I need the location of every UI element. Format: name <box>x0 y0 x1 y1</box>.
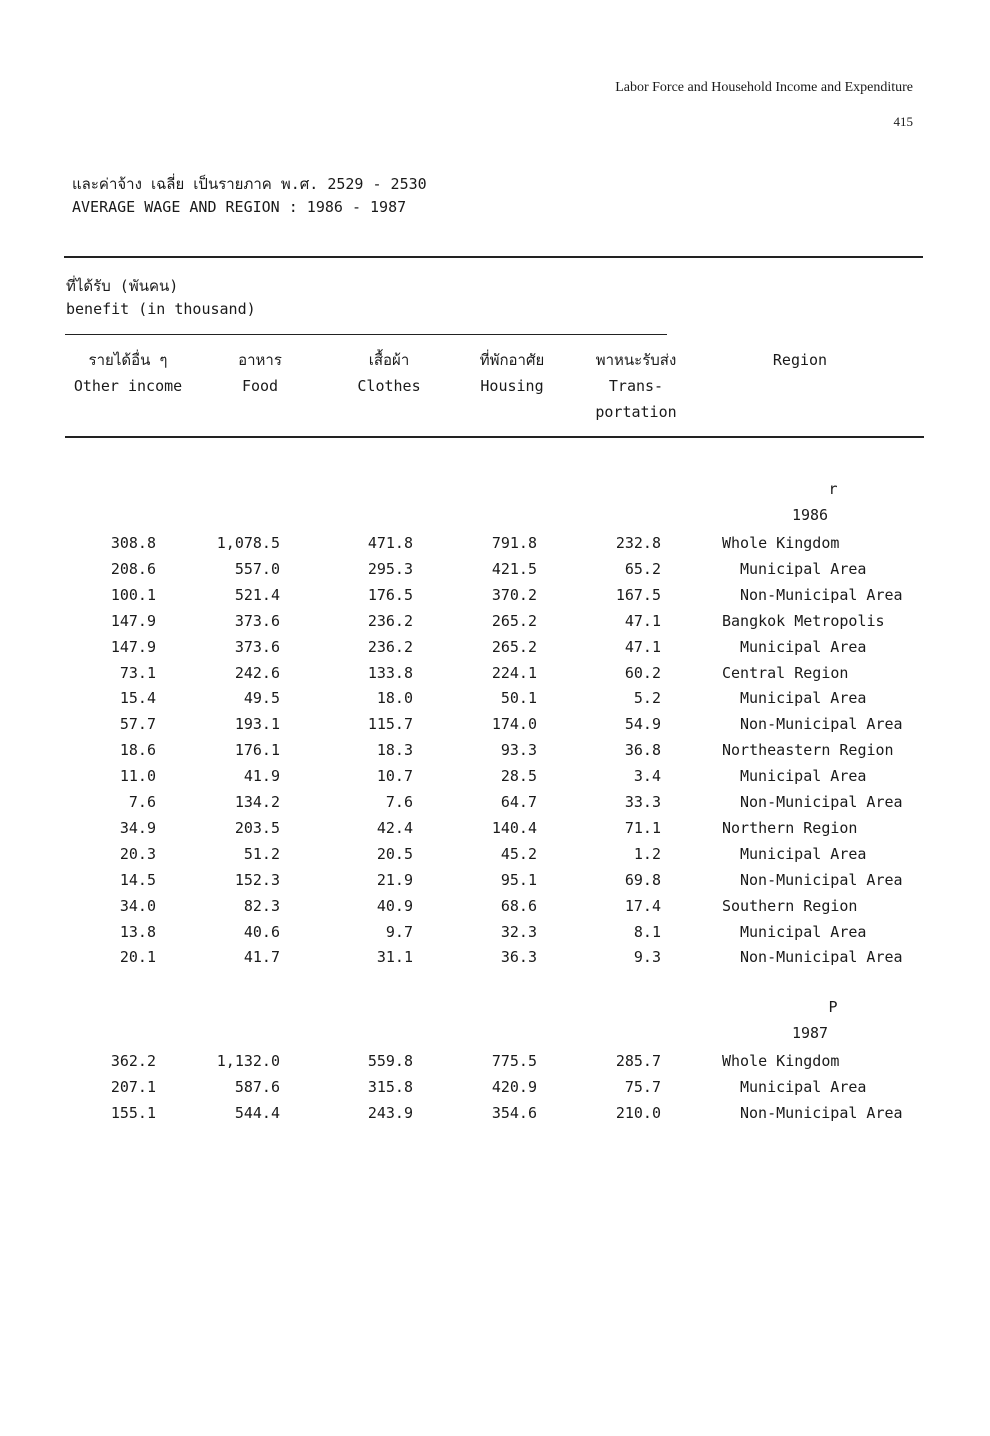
housing-cell: 265.2 <box>491 637 537 656</box>
food-cell: 557.0 <box>234 559 280 578</box>
region-cell: Northern Region <box>722 818 858 837</box>
page-number: 415 <box>893 114 913 129</box>
other-income-cell: 34.9 <box>119 818 156 837</box>
clothes-cell: 7.6 <box>385 793 413 811</box>
other-income-cell: 34.0 <box>119 896 156 915</box>
clothes-cell: 236.2 <box>367 611 413 630</box>
column-header-thai: ที่พักอาศัย <box>479 351 545 369</box>
header-rule <box>65 436 924 438</box>
table-row <box>0 530 990 556</box>
other-income-cell: 57.7 <box>119 715 156 734</box>
housing-cell: 32.3 <box>500 922 537 941</box>
housing-cell: 174.0 <box>491 715 537 734</box>
table-row <box>0 789 990 815</box>
food-cell: 51.2 <box>243 844 280 863</box>
column-header-english: Region <box>772 351 828 369</box>
transportation-cell: 47.1 <box>624 611 661 630</box>
housing-cell: 93.3 <box>500 741 537 760</box>
table-row <box>0 556 990 582</box>
region-cell: Municipal Area <box>740 767 867 786</box>
column-header-thai: เสื้อผ้า <box>368 351 410 369</box>
transportation-cell: 8.1 <box>633 922 661 941</box>
column-header-english: portation <box>595 403 677 421</box>
housing-cell: 68.6 <box>500 896 537 915</box>
transportation-cell: 210.0 <box>615 1103 661 1122</box>
transportation-cell: 5.2 <box>633 689 661 708</box>
table-row <box>0 893 990 919</box>
food-cell: 544.4 <box>234 1103 280 1122</box>
other-income-cell: 147.9 <box>110 637 156 656</box>
clothes-cell: 243.9 <box>367 1103 413 1122</box>
housing-cell: 420.9 <box>491 1077 537 1096</box>
housing-cell: 95.1 <box>500 870 537 889</box>
other-income-cell: 100.1 <box>110 585 156 604</box>
other-income-cell: 20.3 <box>119 844 156 863</box>
other-income-cell: 7.6 <box>128 793 156 811</box>
housing-cell: 354.6 <box>491 1103 537 1122</box>
clothes-cell: 115.7 <box>367 715 413 734</box>
region-cell: Whole Kingdom <box>722 534 840 552</box>
other-income-cell: 147.9 <box>110 611 156 630</box>
housing-cell: 28.5 <box>500 767 537 786</box>
region-cell: Non-Municipal Area <box>740 585 903 604</box>
clothes-cell: 18.3 <box>376 741 413 760</box>
food-cell: 40.6 <box>243 922 280 941</box>
food-cell: 242.6 <box>234 663 280 682</box>
region-cell: Municipal Area <box>740 922 867 941</box>
other-income-cell: 155.1 <box>110 1103 156 1122</box>
region-cell: Municipal Area <box>740 559 867 578</box>
table-row <box>0 582 990 608</box>
housing-cell: 775.5 <box>491 1052 537 1070</box>
table-row <box>0 608 990 634</box>
housing-cell: 265.2 <box>491 611 537 630</box>
table-row <box>0 737 990 763</box>
clothes-cell: 176.5 <box>367 585 413 604</box>
food-cell: 1,078.5 <box>216 534 280 552</box>
food-cell: 152.3 <box>234 870 280 889</box>
food-cell: 49.5 <box>243 689 280 708</box>
table-row <box>0 685 990 711</box>
table-row <box>0 867 990 893</box>
column-header-english: Food <box>241 377 279 395</box>
clothes-cell: 9.7 <box>385 922 413 941</box>
other-income-cell: 13.8 <box>119 922 156 941</box>
transportation-cell: 47.1 <box>624 637 661 656</box>
other-income-cell: 208.6 <box>110 559 156 578</box>
transportation-cell: 3.4 <box>633 767 661 786</box>
transportation-cell: 65.2 <box>624 559 661 578</box>
clothes-cell: 42.4 <box>376 818 413 837</box>
food-cell: 41.7 <box>243 948 280 967</box>
section-mark: r <box>828 480 838 498</box>
column-header-other-income <box>58 347 198 399</box>
table-title-english: AVERAGE WAGE AND REGION : 1986 - 1987 <box>72 198 407 216</box>
transportation-cell: 285.7 <box>615 1052 661 1070</box>
housing-cell: 50.1 <box>500 689 537 708</box>
column-header-english: Trans- <box>608 377 664 395</box>
table-row <box>0 711 990 737</box>
clothes-cell: 559.8 <box>367 1052 413 1070</box>
food-cell: 41.9 <box>243 767 280 786</box>
transportation-cell: 71.1 <box>624 818 661 837</box>
transportation-cell: 33.3 <box>624 793 661 811</box>
transportation-cell: 9.3 <box>633 948 661 967</box>
transportation-cell: 60.2 <box>624 663 661 682</box>
other-income-cell: 207.1 <box>110 1077 156 1096</box>
table-row <box>0 763 990 789</box>
column-header-transportation <box>576 347 696 425</box>
section-year: 1986 <box>791 506 829 524</box>
region-cell: Southern Region <box>722 896 858 915</box>
housing-cell: 791.8 <box>491 534 537 552</box>
region-cell: Northeastern Region <box>722 741 894 760</box>
clothes-cell: 31.1 <box>376 948 413 967</box>
food-cell: 203.5 <box>234 818 280 837</box>
column-group-label-thai: ที่ได้รับ (พันคน) <box>66 277 179 295</box>
region-cell: Central Region <box>722 663 849 682</box>
clothes-cell: 10.7 <box>376 767 413 786</box>
housing-cell: 140.4 <box>491 818 537 837</box>
clothes-cell: 295.3 <box>367 559 413 578</box>
clothes-cell: 236.2 <box>367 637 413 656</box>
transportation-cell: 17.4 <box>624 896 661 915</box>
other-income-cell: 18.6 <box>119 741 156 760</box>
region-cell: Municipal Area <box>740 844 867 863</box>
region-cell: Non-Municipal Area <box>740 870 903 889</box>
table-row <box>0 944 990 970</box>
other-income-cell: 14.5 <box>119 870 156 889</box>
table-row <box>0 841 990 867</box>
transportation-cell: 54.9 <box>624 715 661 734</box>
region-cell: Bangkok Metropolis <box>722 611 885 630</box>
column-group-label-english: benefit (in thousand) <box>66 300 256 318</box>
transportation-cell: 75.7 <box>624 1077 661 1096</box>
housing-cell: 421.5 <box>491 559 537 578</box>
top-rule <box>64 256 923 258</box>
column-header-thai: พาหนะรับส่ง <box>595 351 677 369</box>
clothes-cell: 471.8 <box>367 534 413 552</box>
housing-cell: 64.7 <box>500 793 537 811</box>
food-cell: 373.6 <box>234 637 280 656</box>
food-cell: 134.2 <box>234 793 280 811</box>
column-header-thai: รายได้อื่น ๆ <box>88 351 168 369</box>
other-income-cell: 362.2 <box>110 1052 156 1070</box>
region-cell: Non-Municipal Area <box>740 948 903 967</box>
section-mark: P <box>828 998 838 1016</box>
transportation-cell: 1.2 <box>633 844 661 863</box>
clothes-cell: 20.5 <box>376 844 413 863</box>
table-row <box>0 1074 990 1100</box>
transportation-cell: 232.8 <box>615 534 661 552</box>
column-header-housing <box>457 347 567 399</box>
table-row <box>0 919 990 945</box>
running-head: Labor Force and Household Income and Expenditure <box>615 80 913 95</box>
region-cell: Non-Municipal Area <box>740 715 903 734</box>
housing-cell: 45.2 <box>500 844 537 863</box>
column-header-english: Housing <box>480 377 544 395</box>
clothes-cell: 21.9 <box>376 870 413 889</box>
food-cell: 193.1 <box>234 715 280 734</box>
table-row <box>0 660 990 686</box>
region-cell: Municipal Area <box>740 689 867 708</box>
column-header-english: Clothes <box>357 377 421 395</box>
column-header-region <box>740 347 860 373</box>
column-header-clothes <box>334 347 444 399</box>
region-cell: Non-Municipal Area <box>740 1103 903 1122</box>
other-income-cell: 20.1 <box>119 948 156 967</box>
table-title-thai: และค่าจ้าง เฉลี่ย เป็นรายภาค พ.ศ. 2529 - 2530 <box>72 175 427 193</box>
food-cell: 521.4 <box>234 585 280 604</box>
column-header-english: Other income <box>73 377 183 395</box>
food-cell: 1,132.0 <box>216 1052 280 1070</box>
column-header-food <box>205 347 315 399</box>
clothes-cell: 40.9 <box>376 896 413 915</box>
transportation-cell: 36.8 <box>624 741 661 760</box>
food-cell: 82.3 <box>243 896 280 915</box>
transportation-cell: 69.8 <box>624 870 661 889</box>
other-income-cell: 15.4 <box>119 689 156 708</box>
table-row <box>0 1100 990 1126</box>
clothes-cell: 315.8 <box>367 1077 413 1096</box>
food-cell: 373.6 <box>234 611 280 630</box>
region-cell: Non-Municipal Area <box>740 793 903 811</box>
region-cell: Whole Kingdom <box>722 1052 840 1070</box>
food-cell: 176.1 <box>234 741 280 760</box>
column-group-rule <box>65 334 667 335</box>
other-income-cell: 11.0 <box>119 767 156 786</box>
housing-cell: 224.1 <box>491 663 537 682</box>
column-header-thai: อาหาร <box>238 351 282 369</box>
other-income-cell: 73.1 <box>119 663 156 682</box>
other-income-cell: 308.8 <box>110 534 156 552</box>
housing-cell: 36.3 <box>500 948 537 967</box>
housing-cell: 370.2 <box>491 585 537 604</box>
region-cell: Municipal Area <box>740 1077 867 1096</box>
table-row <box>0 1048 990 1074</box>
region-cell: Municipal Area <box>740 637 867 656</box>
table-row <box>0 815 990 841</box>
table-row <box>0 634 990 660</box>
section-year: 1987 <box>791 1024 829 1042</box>
clothes-cell: 133.8 <box>367 663 413 682</box>
clothes-cell: 18.0 <box>376 689 413 708</box>
transportation-cell: 167.5 <box>615 585 661 604</box>
food-cell: 587.6 <box>234 1077 280 1096</box>
